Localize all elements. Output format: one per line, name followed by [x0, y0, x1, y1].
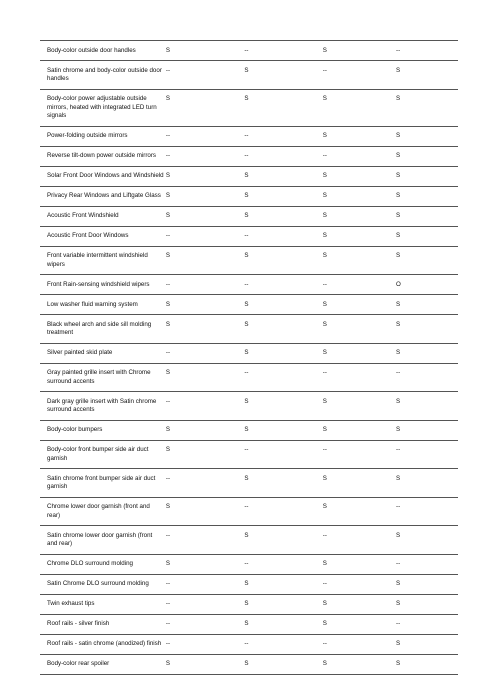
feature-cell: Reverse tilt-down power outside mirrors: [40, 146, 166, 166]
value-cell-2: --: [244, 126, 322, 146]
value-cell-1: S: [166, 315, 244, 344]
value-cell-4: S: [396, 166, 458, 186]
value-cell-4: S: [396, 574, 458, 594]
value-cell-4: --: [396, 363, 458, 392]
value-cell-3: S: [323, 226, 396, 246]
value-cell-2: S: [244, 166, 322, 186]
table-row: [40, 343, 458, 363]
table-row: [40, 146, 458, 166]
value-cell-2: --: [244, 440, 322, 469]
value-cell-1: --: [166, 126, 244, 146]
value-cell-2: S: [244, 315, 322, 344]
value-cell-3: S: [323, 126, 396, 146]
value-cell-3: S: [323, 89, 396, 126]
feature-cell: Body-color outside door handles: [40, 41, 166, 61]
feature-cell: Gray painted grille insert with Chrome surround accents: [40, 363, 166, 392]
value-cell-3: --: [323, 634, 396, 654]
table-row: [40, 295, 458, 315]
table-row: [40, 206, 458, 226]
table-row: [40, 526, 458, 555]
value-cell-3: --: [323, 574, 396, 594]
value-cell-3: --: [323, 146, 396, 166]
feature-cell: Silver painted skid plate: [40, 343, 166, 363]
value-cell-3: S: [323, 392, 396, 421]
value-cell-1: --: [166, 392, 244, 421]
feature-cell: Satin chrome and body-color outside door handles: [40, 61, 166, 90]
value-cell-1: --: [166, 574, 244, 594]
table-row: [40, 614, 458, 634]
value-cell-2: S: [244, 574, 322, 594]
value-cell-2: --: [244, 363, 322, 392]
value-cell-1: --: [166, 275, 244, 295]
value-cell-1: S: [166, 363, 244, 392]
table-row: [40, 420, 458, 440]
feature-cell: Front variable intermittent windshield wipers: [40, 246, 166, 275]
value-cell-3: --: [323, 363, 396, 392]
table-row: [40, 166, 458, 186]
feature-cell: Low washer fluid warning system: [40, 295, 166, 315]
value-cell-2: --: [244, 41, 322, 61]
value-cell-2: S: [244, 61, 322, 90]
value-cell-4: S: [396, 315, 458, 344]
value-cell-3: S: [323, 420, 396, 440]
value-cell-2: S: [244, 469, 322, 498]
value-cell-4: S: [396, 526, 458, 555]
specifications-table-body: [40, 41, 458, 675]
value-cell-1: S: [166, 186, 244, 206]
value-cell-1: S: [166, 206, 244, 226]
table-row: [40, 634, 458, 654]
value-cell-2: S: [244, 295, 322, 315]
value-cell-3: S: [323, 315, 396, 344]
value-cell-3: S: [323, 246, 396, 275]
specifications-table: [40, 40, 458, 675]
value-cell-4: S: [396, 186, 458, 206]
value-cell-3: --: [323, 440, 396, 469]
value-cell-1: S: [166, 41, 244, 61]
value-cell-4: --: [396, 497, 458, 526]
value-cell-1: S: [166, 497, 244, 526]
value-cell-3: S: [323, 554, 396, 574]
table-row: [40, 61, 458, 90]
value-cell-4: S: [396, 226, 458, 246]
value-cell-1: --: [166, 594, 244, 614]
value-cell-1: S: [166, 654, 244, 674]
value-cell-2: --: [244, 226, 322, 246]
value-cell-4: S: [396, 146, 458, 166]
value-cell-2: S: [244, 246, 322, 275]
value-cell-1: --: [166, 226, 244, 246]
table-row: [40, 126, 458, 146]
value-cell-3: S: [323, 186, 396, 206]
value-cell-3: --: [323, 61, 396, 90]
feature-cell: Satin chrome front bumper side air duct garnish: [40, 469, 166, 498]
feature-cell: Roof rails - satin chrome (anodized) finish: [40, 634, 166, 654]
value-cell-2: S: [244, 206, 322, 226]
value-cell-1: S: [166, 166, 244, 186]
value-cell-2: S: [244, 89, 322, 126]
value-cell-4: S: [396, 61, 458, 90]
value-cell-2: S: [244, 654, 322, 674]
table-row: [40, 554, 458, 574]
value-cell-4: S: [396, 469, 458, 498]
table-row: [40, 497, 458, 526]
feature-cell: Roof rails - silver finish: [40, 614, 166, 634]
value-cell-2: --: [244, 275, 322, 295]
feature-cell: Body-color bumpers: [40, 420, 166, 440]
value-cell-4: S: [396, 343, 458, 363]
value-cell-2: S: [244, 526, 322, 555]
value-cell-3: S: [323, 41, 396, 61]
value-cell-4: --: [396, 614, 458, 634]
feature-cell: Front Rain-sensing windshield wipers: [40, 275, 166, 295]
value-cell-4: S: [396, 654, 458, 674]
value-cell-1: S: [166, 89, 244, 126]
value-cell-1: S: [166, 295, 244, 315]
feature-cell: Acoustic Front Door Windows: [40, 226, 166, 246]
value-cell-3: S: [323, 497, 396, 526]
value-cell-1: S: [166, 554, 244, 574]
table-row: [40, 594, 458, 614]
table-row: [40, 41, 458, 61]
value-cell-1: --: [166, 343, 244, 363]
value-cell-3: --: [323, 275, 396, 295]
table-row: [40, 574, 458, 594]
table-row: [40, 315, 458, 344]
feature-cell: Twin exhaust tips: [40, 594, 166, 614]
feature-cell: Privacy Rear Windows and Liftgate Glass: [40, 186, 166, 206]
value-cell-1: S: [166, 420, 244, 440]
value-cell-2: S: [244, 420, 322, 440]
value-cell-4: --: [396, 440, 458, 469]
table-row: [40, 89, 458, 126]
table-row: [40, 186, 458, 206]
value-cell-4: S: [396, 634, 458, 654]
value-cell-4: S: [396, 246, 458, 275]
value-cell-4: --: [396, 554, 458, 574]
value-cell-1: --: [166, 634, 244, 654]
value-cell-3: S: [323, 343, 396, 363]
value-cell-2: S: [244, 186, 322, 206]
table-row: [40, 275, 458, 295]
value-cell-4: S: [396, 126, 458, 146]
value-cell-4: S: [396, 392, 458, 421]
value-cell-2: --: [244, 146, 322, 166]
feature-cell: Body-color rear spoiler: [40, 654, 166, 674]
value-cell-2: S: [244, 594, 322, 614]
value-cell-2: --: [244, 554, 322, 574]
feature-cell: Dark gray grille insert with Satin chrome surround accents: [40, 392, 166, 421]
value-cell-3: S: [323, 206, 396, 226]
value-cell-2: S: [244, 392, 322, 421]
value-cell-3: --: [323, 526, 396, 555]
feature-cell: Satin chrome lower door garnish (front and rear): [40, 526, 166, 555]
table-row: [40, 469, 458, 498]
value-cell-4: S: [396, 420, 458, 440]
value-cell-1: --: [166, 469, 244, 498]
table-row: [40, 226, 458, 246]
table-row: [40, 440, 458, 469]
value-cell-4: S: [396, 594, 458, 614]
feature-cell: Chrome DLO surround molding: [40, 554, 166, 574]
value-cell-3: S: [323, 614, 396, 634]
value-cell-1: S: [166, 440, 244, 469]
value-cell-4: O: [396, 275, 458, 295]
value-cell-1: --: [166, 526, 244, 555]
table-row: [40, 654, 458, 674]
value-cell-3: S: [323, 594, 396, 614]
value-cell-4: S: [396, 89, 458, 126]
value-cell-1: --: [166, 61, 244, 90]
feature-cell: Solar Front Door Windows and Windshield: [40, 166, 166, 186]
feature-cell: Black wheel arch and side sill molding treatment: [40, 315, 166, 344]
table-row: [40, 246, 458, 275]
value-cell-3: S: [323, 295, 396, 315]
value-cell-2: S: [244, 343, 322, 363]
value-cell-1: --: [166, 146, 244, 166]
table-row: [40, 363, 458, 392]
value-cell-2: S: [244, 614, 322, 634]
value-cell-2: --: [244, 497, 322, 526]
value-cell-1: --: [166, 614, 244, 634]
value-cell-4: S: [396, 295, 458, 315]
table-row: [40, 392, 458, 421]
value-cell-3: S: [323, 469, 396, 498]
value-cell-2: --: [244, 634, 322, 654]
value-cell-3: S: [323, 166, 396, 186]
feature-cell: Body-color power adjustable outside mirrors, heated with integrated LED turn signals: [40, 89, 166, 126]
value-cell-3: S: [323, 654, 396, 674]
value-cell-4: S: [396, 206, 458, 226]
feature-cell: Acoustic Front Windshield: [40, 206, 166, 226]
value-cell-4: --: [396, 41, 458, 61]
feature-cell: Satin Chrome DLO surround molding: [40, 574, 166, 594]
feature-cell: Chrome lower door garnish (front and rear): [40, 497, 166, 526]
feature-cell: Body-color front bumper side air duct garnish: [40, 440, 166, 469]
feature-cell: Power-folding outside mirrors: [40, 126, 166, 146]
value-cell-1: S: [166, 246, 244, 275]
